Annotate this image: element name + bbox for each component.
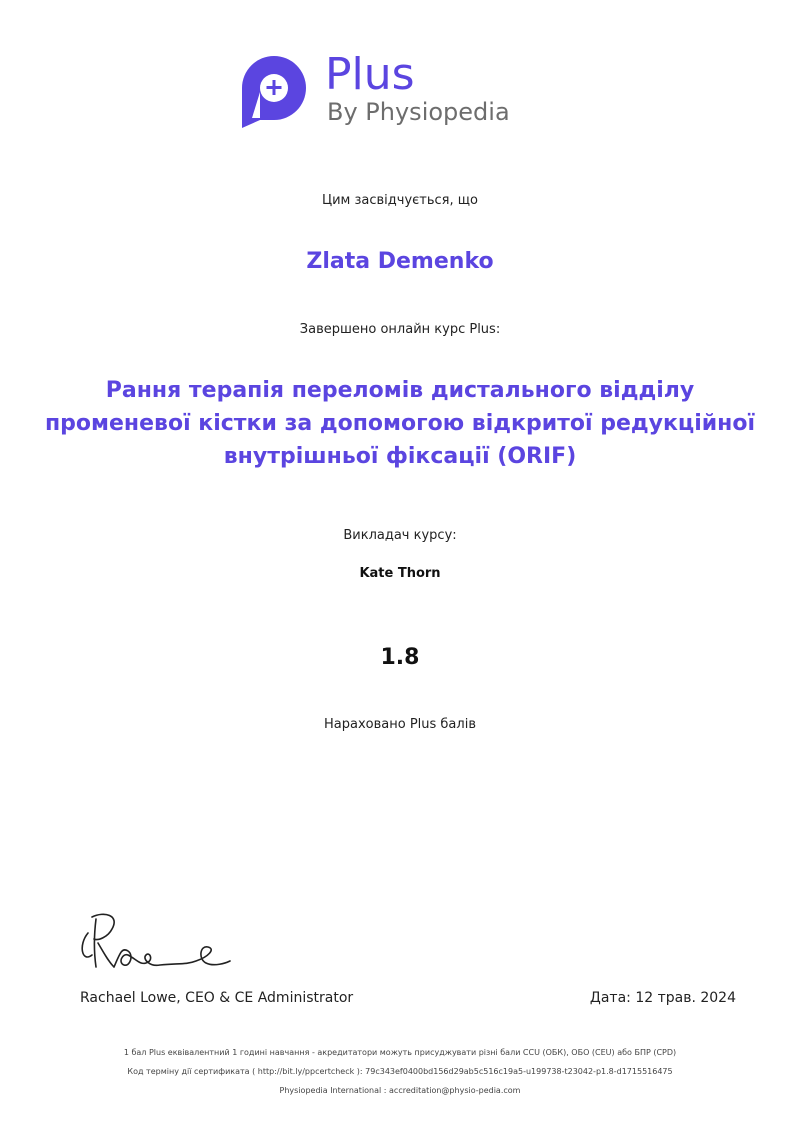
logo-brand-text: Plus [325,49,415,100]
signer-name: Rachael Lowe, CEO & CE Administrator [80,990,354,1006]
plus-physiopedia-logo [238,49,538,137]
logo-tagline: By Physiopedia [327,98,510,126]
certificate-date: Дата: 12 трав. 2024 [589,990,736,1006]
footer-verification-code: Код терміну дії сертификата ( http://bit.ly/ppcertcheck ): 79c343ef0400bd156d29ab5c516c19a5-u199738-t23042-p1.8-d1715516475 [127,1067,673,1076]
completed-label: Завершено онлайн курс Plus: [299,322,501,337]
signature-image [76,905,236,975]
plus-logo-icon [238,52,308,132]
points-value: 1.8 [380,645,420,670]
instructor-name: Kate Thorn [359,566,441,581]
instructor-label: Викладач курсу: [343,528,457,543]
footer-contact: Physiopedia International : accreditation@physio-pedia.com [279,1086,521,1095]
footer-points-note: 1 бал Plus еквівалентний 1 годині навчання - акредитатори можуть присуджувати різні бали CCU (ОБК), ОБО (CEU) або БПР (CPD) [123,1048,677,1057]
certify-intro: Цим засвідчується, що [322,193,478,208]
points-label: Нараховано Plus балів [324,717,476,732]
recipient-name: Zlata Demenko [306,249,494,274]
course-title: Рання терапія переломів дистального відділу променевої кістки за допомогою відкритої редукційної внутрішньої фіксації (ORIF) [44,378,756,469]
